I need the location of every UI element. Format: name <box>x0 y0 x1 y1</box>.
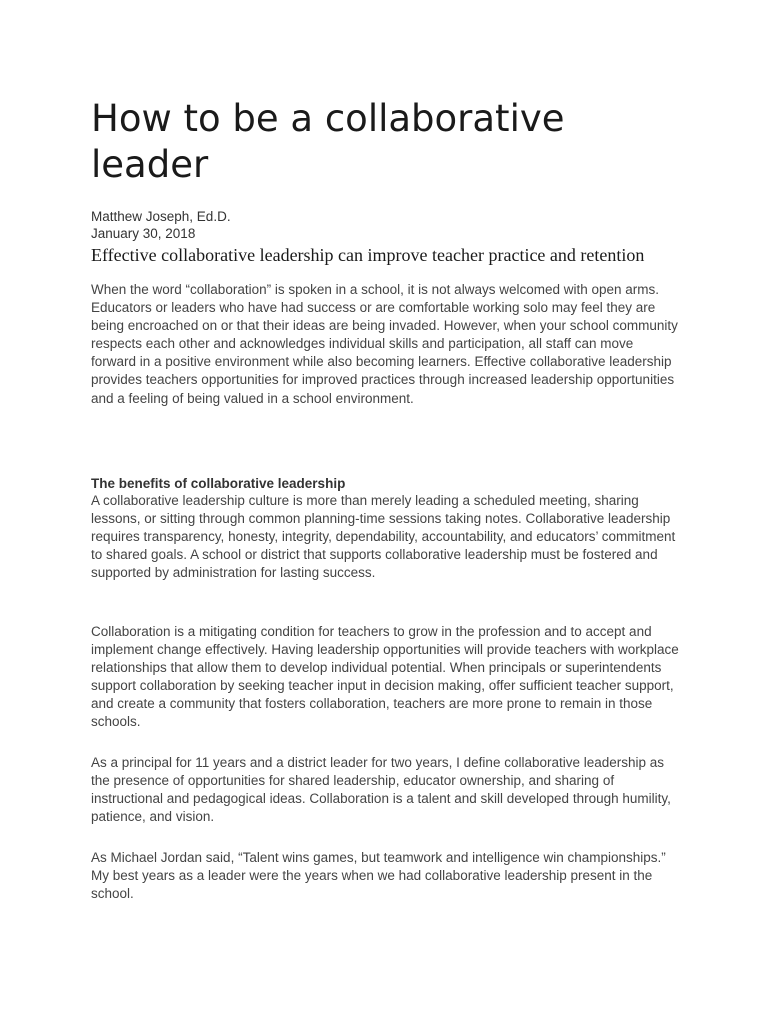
article-title: How to be a collaborative leader <box>91 97 565 186</box>
intro-paragraph: When the word “collaboration” is spoken in a school, it is not always welcomed with open arms. Educators or leaders who have had success or are comfortable working solo may feel they are being encroached on or that their ideas are being invaded. However, when your school community respects each other and acknowledges individual skills and participation, all staff can move forward in a positive environment while also becoming learners. Effective collaborative leadership provides teachers opportunities for improved practices through increased leadership opportunities and a feeling of being valued in a school environment. <box>91 282 678 406</box>
section-heading: The benefits of collaborative leadership <box>91 476 346 491</box>
article-author: Matthew Joseph, Ed.D. <box>91 209 231 224</box>
section-paragraph-2: Collaboration is a mitigating condition for teachers to grow in the profession and to accept and implement change effectively. Having leadership opportunities will provide teachers with workplace relationships that allow them to develop individual potential. When principals or superintendents support collaboration by seeking teacher input in decision making, offer sufficient teacher support, and create a community that fosters collaboration, teachers are more prone to remain in those schools. <box>91 624 679 730</box>
article-date: January 30, 2018 <box>91 226 196 241</box>
section-paragraph-3: As a principal for 11 years and a district leader for two years, I define collaborative leadership as the presence of opportunities for shared leadership, educator ownership, and sharing of instructional and pedagogical ideas. Collaboration is a talent and skill developed through humility, patience, and vision. <box>91 755 671 825</box>
section-paragraph-4: As Michael Jordan said, “Talent wins games, but teamwork and intelligence win championships.” My best years as a leader were the years when we had collaborative leadership present in the school. <box>91 850 666 902</box>
article-subtitle: Effective collaborative leadership can improve teacher practice and retention <box>91 245 645 265</box>
section-paragraph-1: A collaborative leadership culture is more than merely leading a scheduled meeting, sharing lessons, or sitting through common planning-time sessions taking notes. Collaborative leadership requires transparency, honesty, integrity, dependability, accountability, and educators’ commitment to shared goals. A school or district that supports collaborative leadership must be fostered and supported by administration for lasting success. <box>91 493 676 581</box>
